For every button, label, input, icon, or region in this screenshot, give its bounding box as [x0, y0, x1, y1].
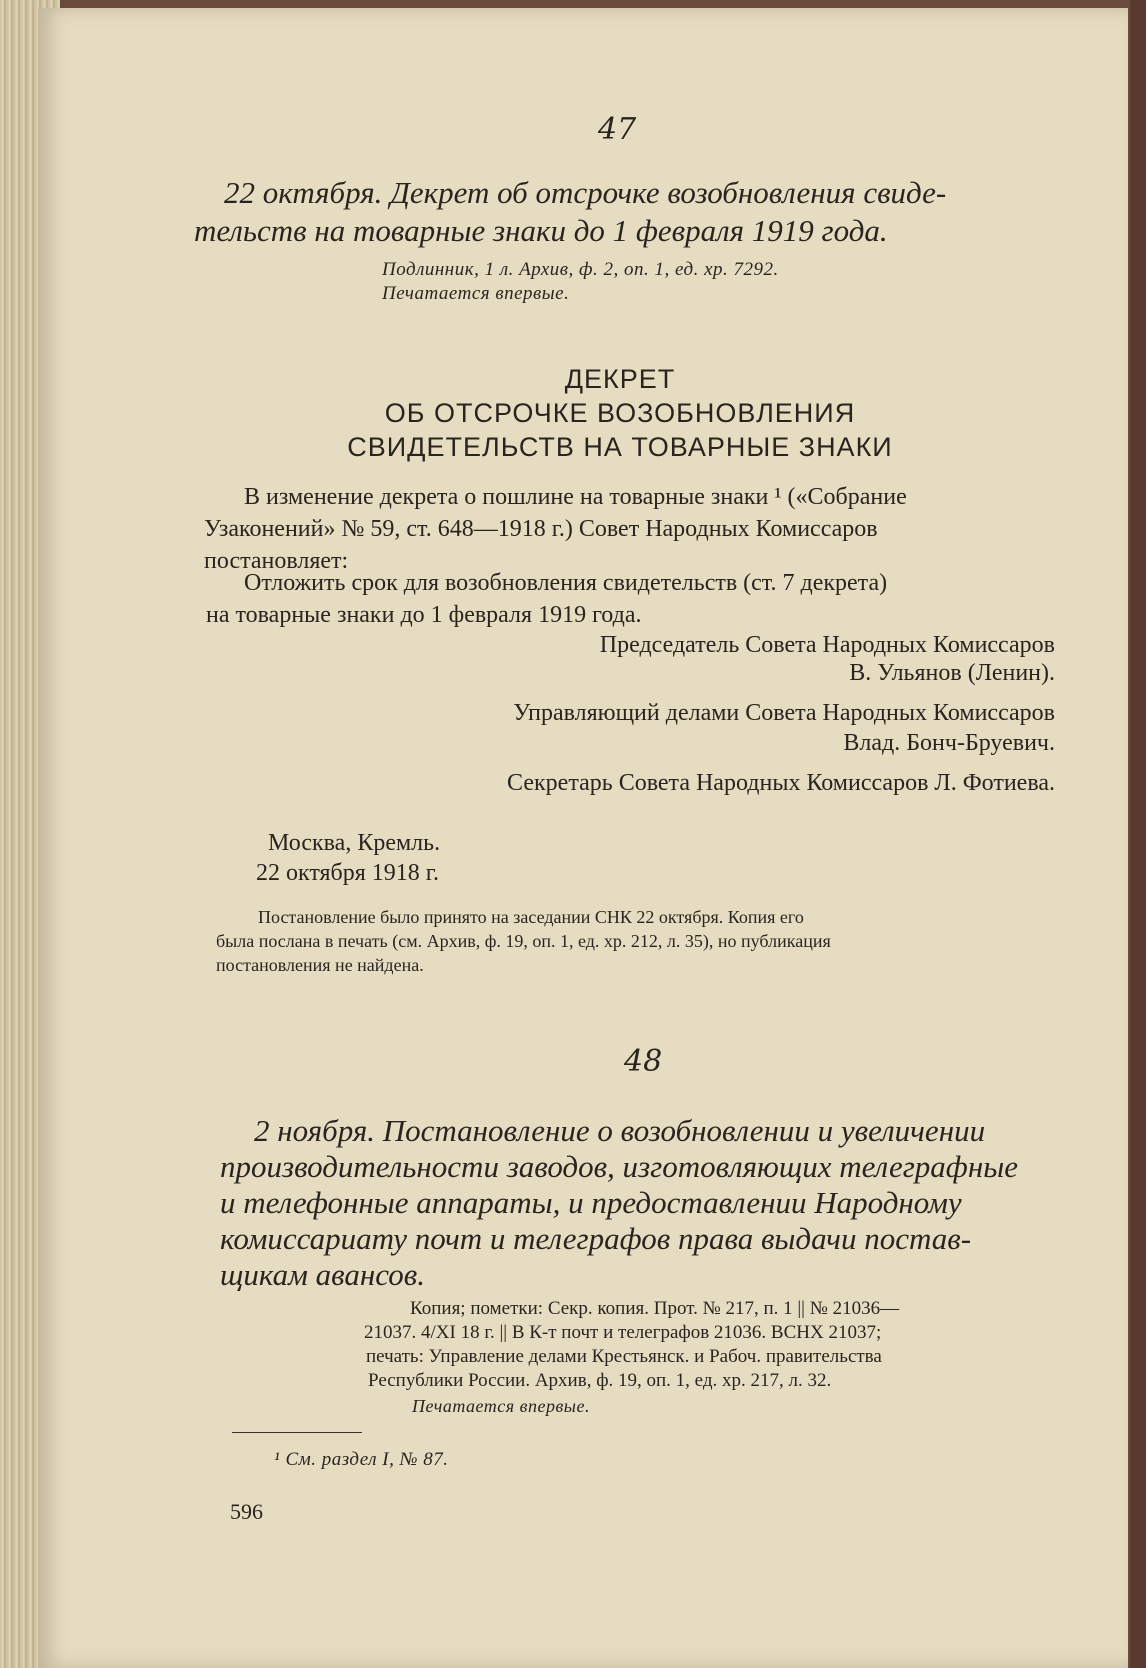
doc47-body-line-1: В изменение декрета о пошлине на товарные знаки ¹ («Собрание [244, 484, 907, 510]
doc47-body-line-2: Узаконений» № 59, ст. 648—1918 г.) Совет Народных Комиссаров [204, 516, 878, 542]
doc48-heading-line-2: производительности заводов, изготовляющих телеграфные [220, 1149, 1018, 1184]
doc47-source-line-2: Печатается впервые. [382, 283, 570, 304]
signature-secretary: Секретарь Совета Народных Комиссаров Л. Фотиева. [507, 770, 1055, 796]
page-number: 596 [230, 1499, 263, 1524]
doc47-title-line-2: ОБ ОТСРОЧКЕ ВОЗОБНОВЛЕНИЯ [384, 398, 856, 428]
doc48-heading-line-5: щикам авансов. [220, 1257, 425, 1292]
doc48-number: 48 [624, 1044, 663, 1079]
footnote: ¹ См. раздел I, № 87. [274, 1449, 449, 1470]
doc47-title-line-1: ДЕКРЕТ [564, 364, 676, 394]
signature-chairman-title: Председатель Совета Народных Комиссаров [599, 632, 1055, 658]
doc48-source-line-2: 21037. 4/XI 18 г. || В К-т почт и телеграфов 21036. ВСНХ 21037; [364, 1322, 882, 1343]
signature-manager-title: Управляющий делами Совета Народных Комиссаров [513, 700, 1055, 726]
doc48-source-line-4: Республики России. Архив, ф. 19, оп. 1, ед. хр. 217, л. 32. [368, 1370, 832, 1391]
doc47-heading-line-1: 22 октября. Декрет об отсрочке возобновления свиде- [224, 175, 947, 210]
footnote-rule [232, 1432, 362, 1433]
doc48-heading-line-4: комиссариату почт и телеграфов права выдачи постав- [220, 1221, 972, 1256]
doc47-note-line-2: была послана в печать (см. Архив, ф. 19, оп. 1, ед. хр. 212, л. 35), но публикация [216, 931, 831, 951]
signature-chairman-name: В. Ульянов (Ленин). [849, 660, 1055, 686]
doc47-body-line-4: Отложить срок для возобновления свидетельств (ст. 7 декрета) [244, 570, 888, 596]
doc47-heading-line-2: тельств на товарные знаки до 1 февраля 1919 года. [194, 213, 888, 248]
doc47-source-line-1: Подлинник, 1 л. Архив, ф. 2, оп. 1, ед. хр. 7292. [382, 259, 779, 280]
doc48-source-line-3: печать: Управление делами Крестьянск. и Рабоч. правительства [366, 1346, 882, 1367]
doc47-title-line-3: СВИДЕТЕЛЬСТВ НА ТОВАРНЫЕ ЗНАКИ [347, 432, 893, 462]
doc48-heading-line-1: 2 ноября. Постановление о возобновлении и увеличении [254, 1113, 986, 1148]
doc48-heading-line-3: и телефонные аппараты, и предоставлении Народному [220, 1185, 962, 1220]
doc48-source-line-1: Копия; пометки: Секр. копия. Прот. № 217, п. 1 || № 21036— [410, 1298, 900, 1319]
book-cover-edge [1130, 0, 1146, 1668]
doc47-note-line-3: постановления не найдена. [216, 955, 424, 975]
doc47-note-line-1: Постановление было принято на заседании СНК 22 октября. Копия его [258, 907, 804, 927]
doc47-body-line-5: на товарные знаки до 1 февраля 1919 года. [206, 602, 642, 628]
doc47-place: Москва, Кремль. [268, 830, 441, 856]
signature-manager-name: Влад. Бонч-Бруевич. [843, 730, 1055, 756]
doc47-body-line-3: постановляет: [204, 548, 349, 574]
doc47-number: 47 [598, 112, 637, 147]
doc48-source-line-5: Печатается впервые. [412, 1396, 590, 1416]
doc47-date: 22 октября 1918 г. [256, 860, 439, 886]
